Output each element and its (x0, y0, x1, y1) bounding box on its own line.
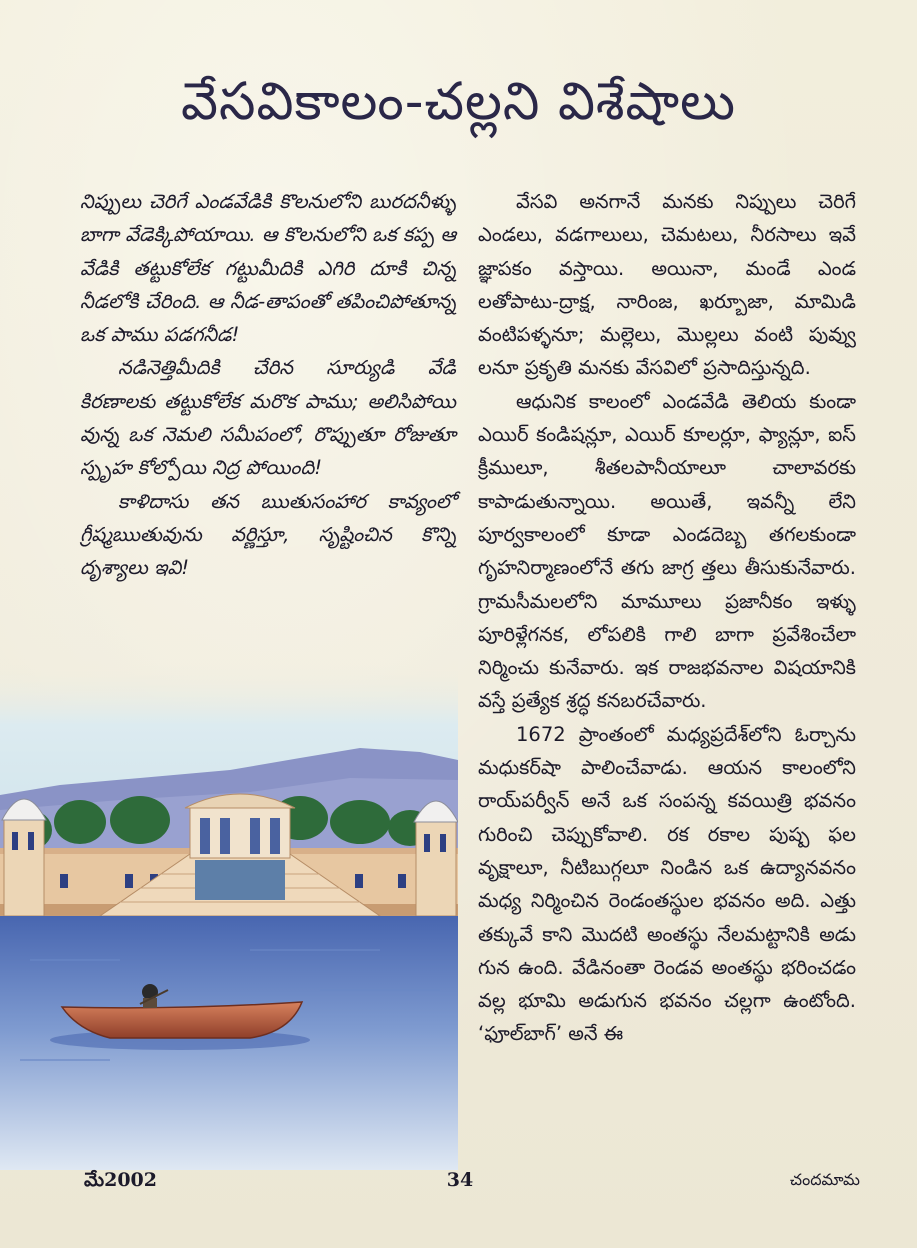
right-paragraph-2: ఆధునిక కాలంలో ఎండవేడి తెలియ కుండా ఎయిర్ కండిషన్లూ, ఎయిర్ కూలర్లూ, ఫ్యాన్లూ, ఐస్ క్రీములూ, శీతలపానీయాలూ చాలావరకు కాపాడుతున్నాయి. అయితే, ఇవన్నీ లేని పూర్వకాలంలో కూడా ఎండదెబ్బ తగలకుండా గృహనిర్మాణంలోనే తగు జాగ్ర త్తలు తీసుకునేవారు. గ్రామసీమలలోని మామూలు ప్రజానీకం ఇళ్ళు పూరిళ్లేగనక, లోపలికి గాలి బాగా ప్రవేశించేలా నిర్మించు కునేవారు. ఇక రాజభవనాల విషయానికి వస్తే ప్రత్యేక శ్రద్ధ కనబరచేవారు. (478, 389, 856, 713)
page-number: 34 (446, 1169, 474, 1191)
right-paragraph-1: వేసవి అనగానే మనకు నిప్పులు చెరిగే ఎండలు, వడగాలులు, చెమటలు, నీరసాలు ఇవే జ్ఞాపకం వస్తాయి. అయినా, మండే ఎండ లతోపాటు-ద్రాక్ష, నారింజ, ఖర్బూజా, మామిడి వంటిపళ్ళనూ; మల్లెలు, మొల్లలు వంటి పువ్వు లనూ ప్రకృతి మనకు వేసవిలో ప్రసాదిస్తున్నది. (478, 190, 856, 380)
palace-lake-boat-illustration (0, 660, 458, 1170)
left-paragraph-3: కాళిదాసు తన ఋతుసంహార కావ్యంలో గ్రీష్మఋతువును వర్ణిస్తూ, సృష్టించిన కొన్ని దృశ్యాలు ఇవి! (80, 489, 456, 580)
magazine-name: చందమామ (789, 1170, 860, 1189)
right-column (478, 185, 856, 1051)
left-column (80, 185, 456, 585)
right-paragraph-3: 1672 ప్రాంతంలో మధ్యప్రదేశ్‌లోని ఓర్చాను మధుకర్‌షా పాలించేవాడు. ఆయన కాలంలోని రాయ్‌పర్వీన్ అనే ఒక సంపన్న కవయిత్రి భవనం గురించి చెప్పుకోవాలి. రక రకాల పుష్ప ఫల వృక్షాలూ, నీటిబుగ్గలూ నిండిన ఒక ఉద్యానవనం మధ్య నిర్మించిన రెండంతస్థుల భవనం అది. ఎత్తు తక్కువే కాని మొదటి అంతస్థు నేలమట్టానికి అడు గున ఉంది. వేడినంతా రెండవ అంతస్థు భరించడం వల్ల భూమి అడుగున భవనం చల్లగా ఉంటోంది. ‘ఫూల్‌బాగ్’ అనే ఈ (478, 722, 856, 1046)
left-paragraph-2: నడినెత్తిమీదికి చేరిన సూర్యుడి వేడి కిరణాలకు తట్టుకోలేక మరొక పాము; అలిసిపోయి వున్న ఒక నెమలి సమీపంలో, రొప్పుతూ రోజుతూ స్పృహ కోల్పోయి నిద్ర పోయింది! (80, 356, 456, 480)
footer-date: మే2002 (84, 1169, 157, 1191)
page-title: వేసవికాలం-చల్లని విశేషాలు (181, 72, 736, 132)
left-paragraph-1: నిప్పులు చెరిగే ఎండవేడికి కొలనులోని బురదనీళ్ళు బాగా వేడెక్కిపోయాయి. ఆ కొలనులోని ఒక కప్ప ఆ వేడికి తట్టుకోలేక గట్టుమీదికి ఎగిరి దూకి చిన్న నీడలోకి చేరింది. ఆ నీడ-తాపంతో తపించిపోతూన్న ఒక పాము పడగనీడ! (80, 190, 456, 347)
